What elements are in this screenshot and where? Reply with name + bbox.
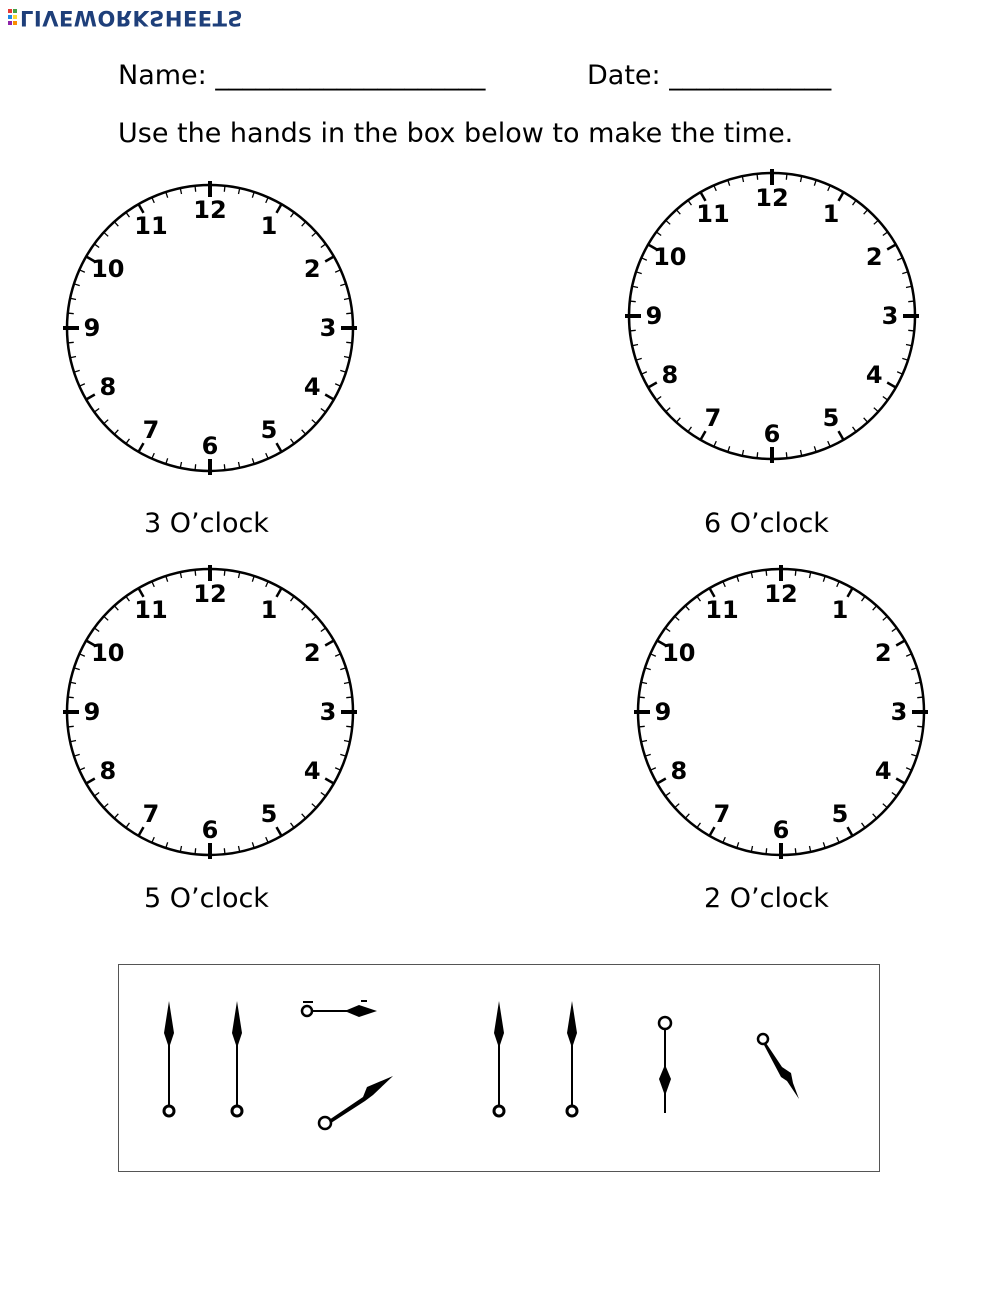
- clock-tick: [630, 301, 636, 302]
- clock-tick: [195, 186, 196, 192]
- clock-number-1: 1: [260, 211, 278, 240]
- clock-tick: [195, 464, 196, 470]
- clock-number-10: 10: [91, 639, 125, 667]
- clock-tick: [224, 570, 225, 576]
- clock-number-9: 9: [83, 314, 101, 342]
- clock-tick: [639, 726, 645, 727]
- clock-tick: [195, 848, 196, 854]
- clock-number-12: 12: [764, 580, 798, 608]
- clock-tick: [795, 570, 796, 576]
- clock-number-6: 6: [772, 816, 790, 844]
- short-hand-diagonal[interactable]: [315, 1073, 399, 1137]
- clock-number-2: 2: [303, 639, 321, 667]
- clock-number-2: 2: [303, 255, 321, 283]
- clock-number-8: 8: [99, 757, 117, 785]
- clock-number-9: 9: [654, 698, 672, 726]
- clock-number-7: 7: [704, 404, 722, 433]
- logo-squares-icon: [8, 7, 18, 29]
- clock-number-8: 8: [670, 757, 688, 785]
- clock-caption-2: 2 O’clock: [704, 883, 829, 914]
- clock-number-6: 6: [763, 420, 781, 448]
- clock-tick: [908, 330, 914, 331]
- clock-number-5: 5: [260, 800, 278, 829]
- clock-number-4: 4: [865, 361, 883, 389]
- clock-rim: [67, 185, 353, 471]
- clock-number-3: 3: [319, 314, 337, 342]
- clock-number-7: 7: [142, 800, 160, 829]
- clock-tick: [224, 848, 225, 854]
- clock-number-1: 1: [831, 595, 849, 624]
- clock-face-3-oclock[interactable]: [60, 178, 360, 478]
- clock-number-10: 10: [662, 639, 696, 667]
- clock-number-8: 8: [661, 361, 679, 389]
- clock-tick: [639, 697, 645, 698]
- short-hand-horizontal[interactable]: [297, 999, 381, 1023]
- clock-tick: [786, 452, 787, 458]
- clock-tick: [766, 570, 767, 576]
- clock-rim: [67, 569, 353, 855]
- hands-box: [118, 964, 880, 1172]
- clock-number-5: 5: [260, 416, 278, 445]
- clock-number-11: 11: [705, 595, 739, 624]
- clock-number-6: 6: [201, 432, 219, 460]
- clock-number-9: 9: [83, 698, 101, 726]
- clock-number-12: 12: [755, 184, 789, 212]
- name-field[interactable]: Name: ____________________: [118, 60, 486, 91]
- short-hand-tilted[interactable]: [753, 1029, 805, 1105]
- clock-tick: [795, 848, 796, 854]
- clock-rim: [629, 173, 915, 459]
- clock-tick: [917, 697, 923, 698]
- clock-number-4: 4: [874, 757, 892, 785]
- clock-number-12: 12: [193, 196, 227, 224]
- clock-number-10: 10: [91, 255, 125, 283]
- clock-tick: [757, 452, 758, 458]
- clock-number-11: 11: [134, 211, 168, 240]
- clock-tick: [346, 342, 352, 343]
- clock-tick: [68, 342, 74, 343]
- clock-number-3: 3: [890, 698, 908, 726]
- clock-tick: [346, 313, 352, 314]
- clock-caption-6: 6 O’clock: [704, 508, 829, 539]
- clock-number-11: 11: [696, 199, 730, 228]
- clock-tick: [68, 697, 74, 698]
- clock-tick: [195, 570, 196, 576]
- long-hand-3[interactable]: [489, 999, 509, 1125]
- long-hand-1[interactable]: [159, 999, 179, 1125]
- clock-number-2: 2: [865, 243, 883, 271]
- clock-number-7: 7: [142, 416, 160, 445]
- clock-tick: [766, 848, 767, 854]
- clock-tick: [630, 330, 636, 331]
- clock-number-8: 8: [99, 373, 117, 401]
- clock-number-12: 12: [193, 580, 227, 608]
- clock-number-1: 1: [822, 199, 840, 228]
- clock-number-1: 1: [260, 595, 278, 624]
- clock-number-9: 9: [645, 302, 663, 330]
- clock-tick: [908, 301, 914, 302]
- clock-tick: [786, 174, 787, 180]
- date-field[interactable]: Date: ____________: [587, 60, 832, 91]
- clock-tick: [68, 313, 74, 314]
- liveworksheets-logo: [8, 6, 243, 30]
- clock-caption-3: 3 O’clock: [144, 508, 269, 539]
- clock-face-2-oclock[interactable]: [631, 562, 931, 862]
- clock-tick: [224, 186, 225, 192]
- clock-number-7: 7: [713, 800, 731, 829]
- clock-face-5-oclock[interactable]: [60, 562, 360, 862]
- clock-face-6-oclock[interactable]: [622, 166, 922, 466]
- instruction-text: Use the hands in the box below to make the time.: [118, 118, 794, 149]
- clock-caption-5: 5 O’clock: [144, 883, 269, 914]
- clock-tick: [757, 174, 758, 180]
- clock-number-11: 11: [134, 595, 168, 624]
- clock-rim: [638, 569, 924, 855]
- clock-tick: [346, 697, 352, 698]
- clock-tick: [346, 726, 352, 727]
- clock-number-5: 5: [831, 800, 849, 829]
- clock-number-6: 6: [201, 816, 219, 844]
- clock-number-3: 3: [319, 698, 337, 726]
- clock-number-4: 4: [303, 373, 321, 401]
- clock-number-10: 10: [653, 243, 687, 271]
- clock-tick: [224, 464, 225, 470]
- clock-tick: [68, 726, 74, 727]
- clock-tick: [917, 726, 923, 727]
- logo-text: LIVEWORKSHEETS: [20, 6, 244, 30]
- clock-number-2: 2: [874, 639, 892, 667]
- clock-number-5: 5: [822, 404, 840, 433]
- short-hand-downward[interactable]: [653, 1013, 677, 1117]
- clock-number-4: 4: [303, 757, 321, 785]
- clock-number-3: 3: [881, 302, 899, 330]
- long-hand-2[interactable]: [227, 999, 247, 1125]
- long-hand-4[interactable]: [562, 999, 582, 1125]
